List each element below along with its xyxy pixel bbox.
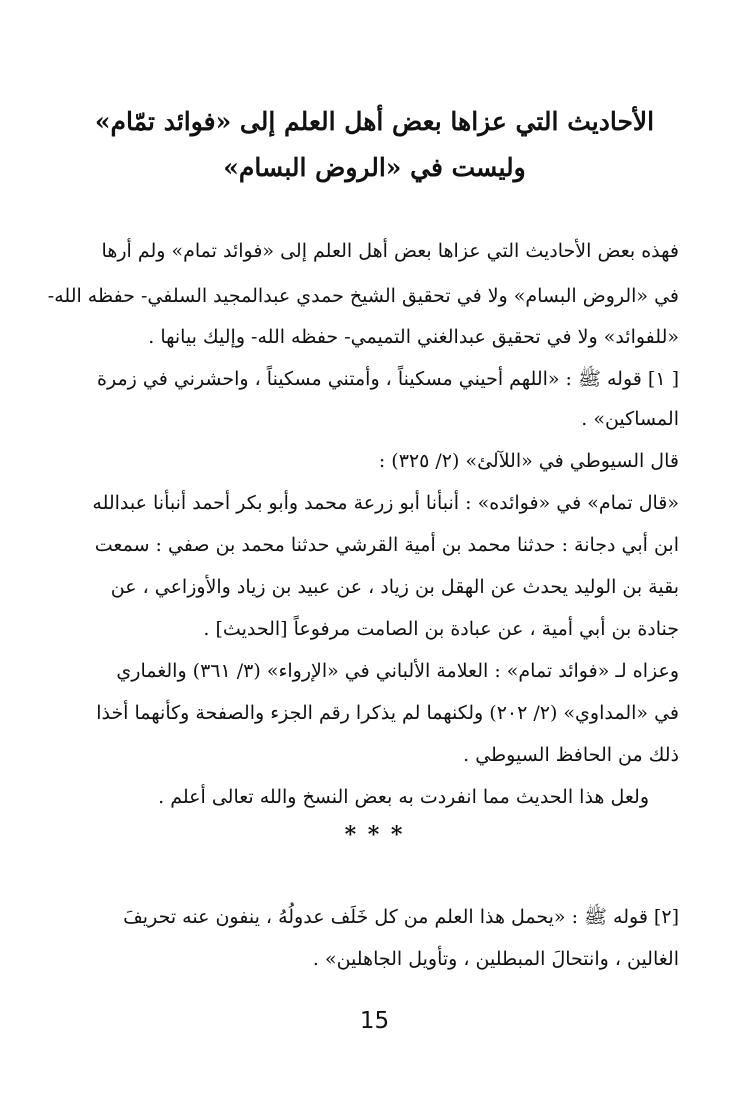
isnad-line-2: ابن أبي دجانة : حدثنا محمد بن أمية القرشي حدثنا محمد بن صفي : سمعت [94, 534, 679, 556]
attribution-line-1: وعزاه لـ «فوائد تمام» : العلامة الألباني في «الإرواء» (٣/ ٣٦١) والغماري [116, 660, 679, 682]
isnad-line-4: جنادة بن أبي أمية ، عن عبادة بن الصامت مرفوعاً [الحديث] . [203, 618, 679, 640]
chapter-title-line-1: الأحاديث التي عزاها بعض أهل العلم إلى «فوائد تمّام» [94, 107, 655, 136]
hadith-2-line-2: الغالين ، وانتحالَ المبطلين ، وتأويل الجاهلين» . [312, 948, 679, 970]
attribution-line-2: في «المداوي» (٢/ ٢٠٢) ولكنهما لم يذكرا رقم الجزء والصفحة وكأنهما أخذا [96, 702, 679, 724]
isnad-line-3: بقية بن الوليد يحدث عن الهقل بن زياد ، عن عبيد بن زياد والأوزاعي ، عن [110, 576, 679, 598]
hadith-1-line-1: [ ١] قوله ﷺ : «اللهم أحيني مسكيناً ، وأمتني مسكيناً ، واحشرني في زمرة [97, 368, 679, 390]
conclusion-line: ولعل هذا الحديث مما انفردت به بعض النسخ والله تعالى أعلم . [158, 786, 649, 808]
hadith-2-line-1: [٢] قوله ﷺ : «يحمل هذا العلم من كل خَلَف عدولُهُ ، ينفون عنه تحريفَ [123, 906, 679, 928]
isnad-line-1: «قال تمام» في «فوائده» : أنبأنا أبو زرعة محمد وأبو بكر أحمد أنبأنا عبدالله [92, 492, 679, 514]
chapter-title-line-2: وليست في «الروض البسام» [223, 153, 526, 182]
page-number: 15 [359, 1008, 390, 1034]
hadith-1-line-2: المساكين» . [581, 408, 679, 430]
intro-line-2: في «الروض البسام» ولا في تحقيق الشيخ حمدي عبدالمجيد السلفي- حفظه الله- [47, 285, 679, 307]
attribution-line-3: ذلك من الحافظ السيوطي . [463, 744, 679, 766]
intro-line-1: فهذه بعض الأحاديث التي عزاها بعض أهل العلم إلى «فوائد تمام» ولم أرها [101, 240, 679, 262]
section-separator: * * * [344, 822, 405, 848]
suyuti-citation: قال السيوطي في «اللآلئ» (٢/ ٣٢٥) : [378, 450, 679, 472]
intro-line-3: «للفوائد» ولا في تحقيق عبدالغني التميمي- حفظه الله- وإليك بيانها . [148, 326, 679, 348]
